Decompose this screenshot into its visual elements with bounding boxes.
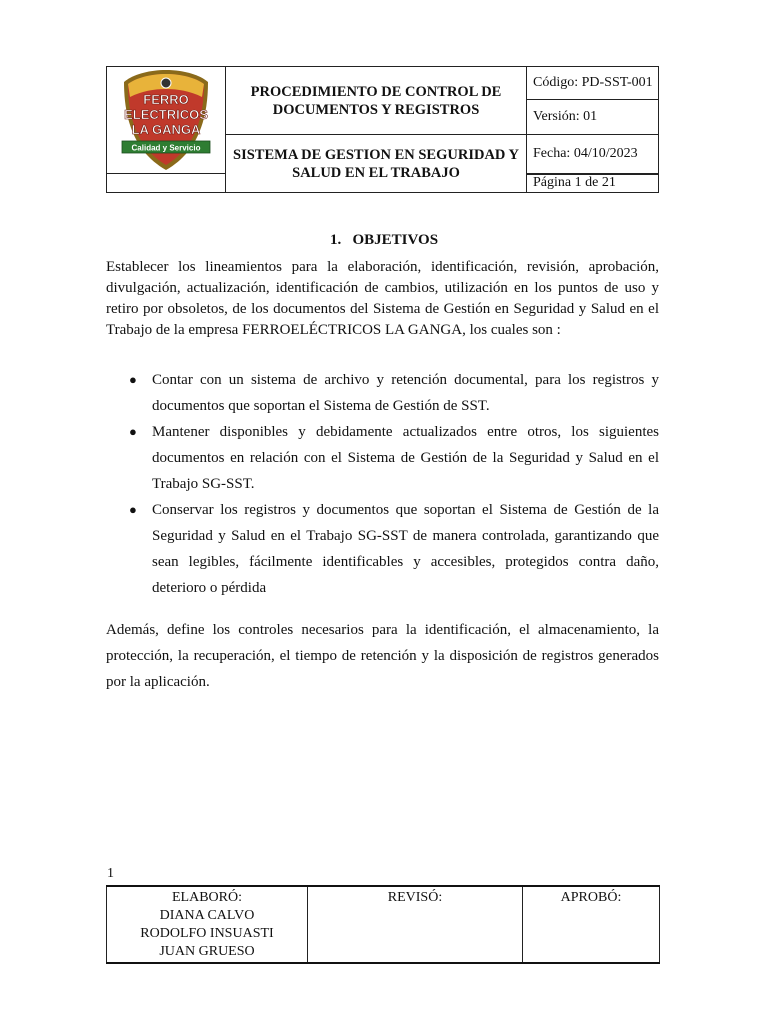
document-code: Código: PD-SST-001: [527, 67, 659, 100]
intro-paragraph: Establecer los lineamientos para la elaboración, identificación, revisión, aprobación, divulgación, actualización, identificación de cambios, utilización en los puntos de uso y retiro por obsoletos, de los documentos del Sistema de Gestión en Seguridad y Salud en el Trabajo de la empresa FERROELÉCTRICOS LA GANGA, los cuales son :: [106, 259, 659, 338]
document-title: PROCEDIMIENTO DE CONTROL DE DOCUMENTOS Y REGISTROS: [226, 67, 527, 135]
bullet-icon: ●: [129, 372, 137, 387]
document-date: Fecha: 04/10/2023: [527, 135, 659, 174]
logo-text-3: LA GANGA: [131, 122, 201, 137]
logo-text-2: ELECTRICOS: [124, 107, 208, 122]
objectives-list: [106, 367, 659, 601]
signature-table: [106, 885, 660, 964]
elaboro-label: ELABORÓ:: [172, 890, 242, 905]
logo-tagline: Calidad y Servicio: [131, 143, 201, 153]
logo-text-1: FERRO: [143, 92, 189, 107]
list-item: [106, 419, 659, 497]
document-header: [106, 66, 659, 193]
elaboro-name: DIANA CALVO: [159, 908, 255, 923]
elaboro-name: RODOLFO INSUASTI: [140, 926, 274, 941]
company-logo: [118, 67, 214, 173]
list-item: [106, 497, 659, 601]
logo-spacer: [107, 174, 226, 193]
elaboro-name: JUAN GRUESO: [159, 944, 255, 959]
aprobo-label: APROBÓ:: [560, 890, 622, 905]
list-item-text: Mantener disponibles y debidamente actualizados entre otros, los siguientes documentos en relación con el Sistema de Gestión de la Seguridad y Salud en el Trabajo SG-SST.: [152, 424, 659, 492]
elaboro-cell: [107, 886, 308, 963]
logo-cell: [107, 67, 226, 174]
reviso-cell: [308, 886, 523, 963]
document-subtitle: SISTEMA DE GESTION EN SEGURIDAD Y SALUD EN EL TRABAJO: [226, 135, 527, 193]
closing-paragraph: Además, define los controles necesarios para la identificación, el almacenamiento, la protección, la recuperación, el tiempo de retención y la disposición de registros generados por la aplicación.: [106, 622, 659, 690]
bullet-icon: ●: [129, 502, 137, 517]
page-number: 1: [107, 866, 114, 881]
list-item-text: Conservar los registros y documentos que soportan el Sistema de Gestión de la Seguridad y Salud en el Trabajo SG-SST de manera controlada, garantizando que sean legibles, fácilmente identificables y accesibles, protegidos contra daño, deterioro o pérdida: [152, 502, 659, 596]
reviso-label: REVISÓ:: [387, 890, 443, 905]
list-item: [106, 367, 659, 419]
section-heading: 1. OBJETIVOS: [329, 232, 439, 248]
document-page: Página 1 de 21: [527, 174, 659, 193]
bullet-icon: ●: [129, 424, 137, 439]
list-item-text: Contar con un sistema de archivo y retención documental, para los registros y documentos que soportan el Sistema de Gestión de SST.: [152, 372, 659, 414]
aprobo-cell: [523, 886, 660, 963]
document-version: Versión: 01: [527, 100, 659, 135]
